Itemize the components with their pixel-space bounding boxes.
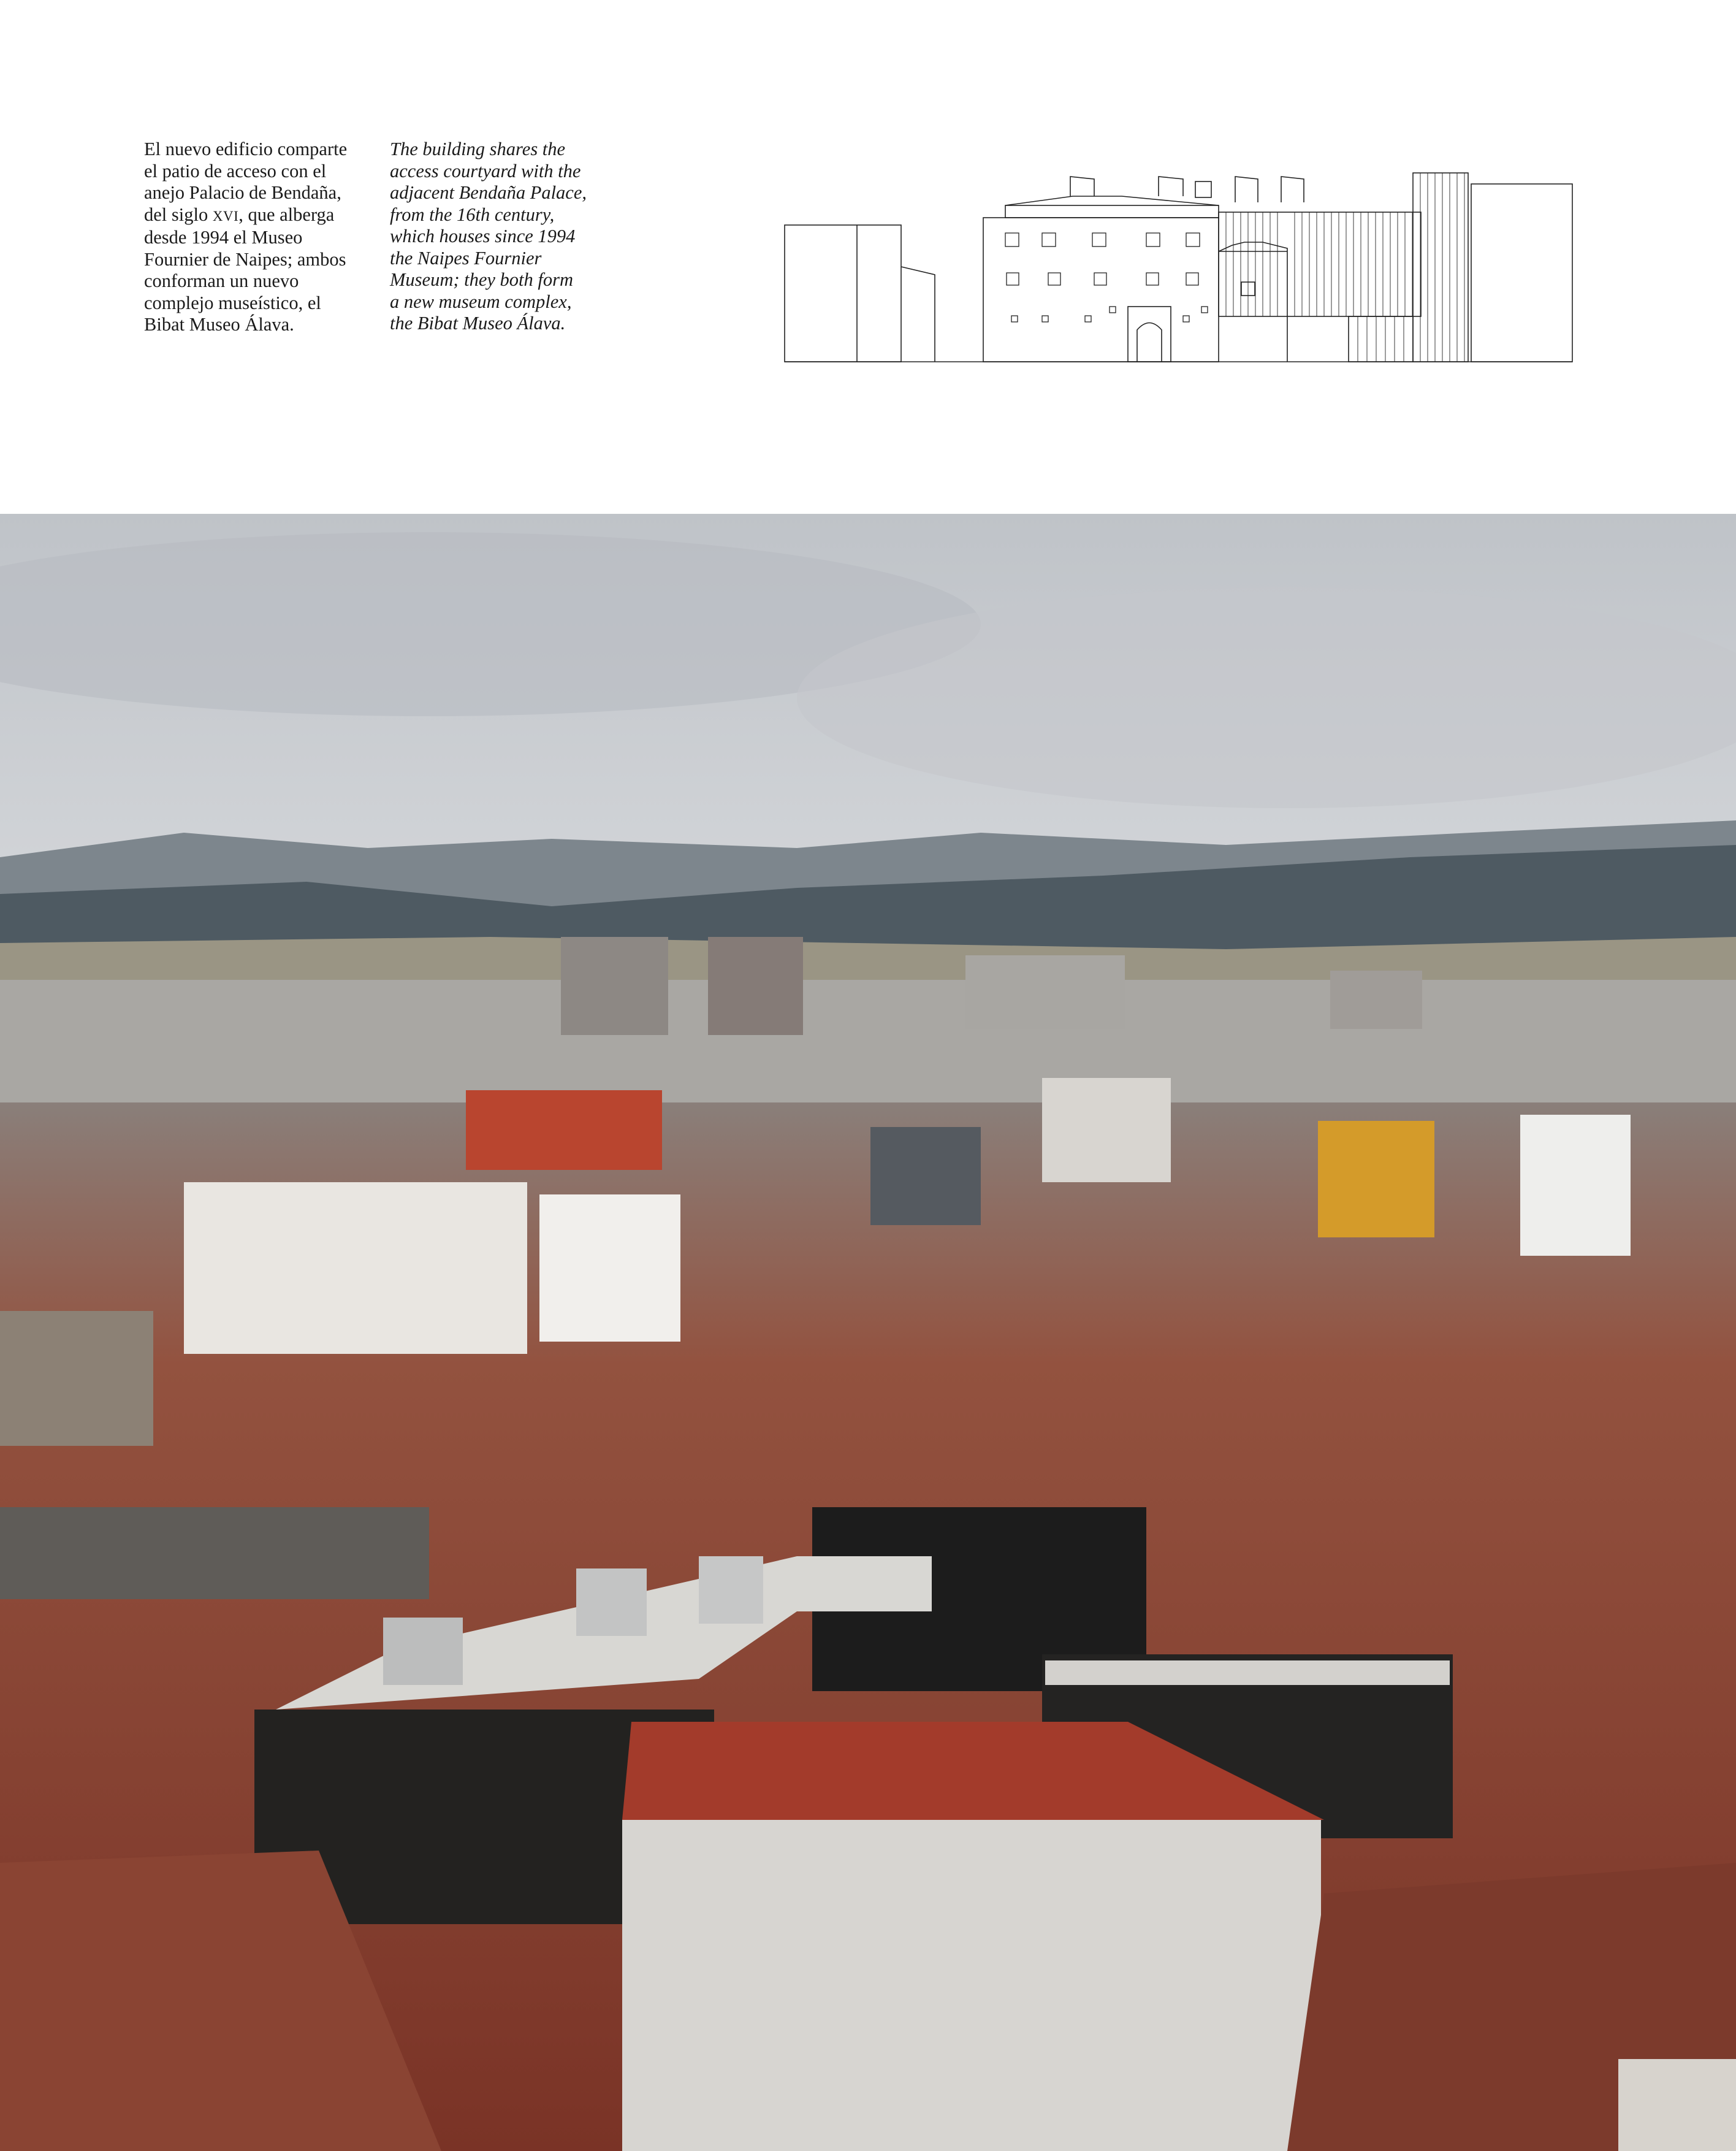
elevation-drawing <box>779 166 1582 368</box>
spanish-caption-start: El nuevo edificio comparte el patio de acceso con el anejo Palacio de Bendaña, del siglo <box>144 139 348 225</box>
spanish-caption <box>144 139 371 336</box>
century-numeral: XVI <box>212 208 239 224</box>
aerial-city-photo <box>0 514 1736 2151</box>
english-caption: The building shares the access courtyard with the adjacent Bendaña Palace, from the 16th century, which houses since 1994 the Naipes Fournier Museum; they both form a new museum complex, the Bibat Museo Álava. <box>390 139 587 334</box>
spanish-caption-end: , que alberga desde 1994 el Museo Fournier de Naipes; ambos conforman un nuevo complejo museístico, el Bibat Museo Álava. <box>144 204 346 335</box>
